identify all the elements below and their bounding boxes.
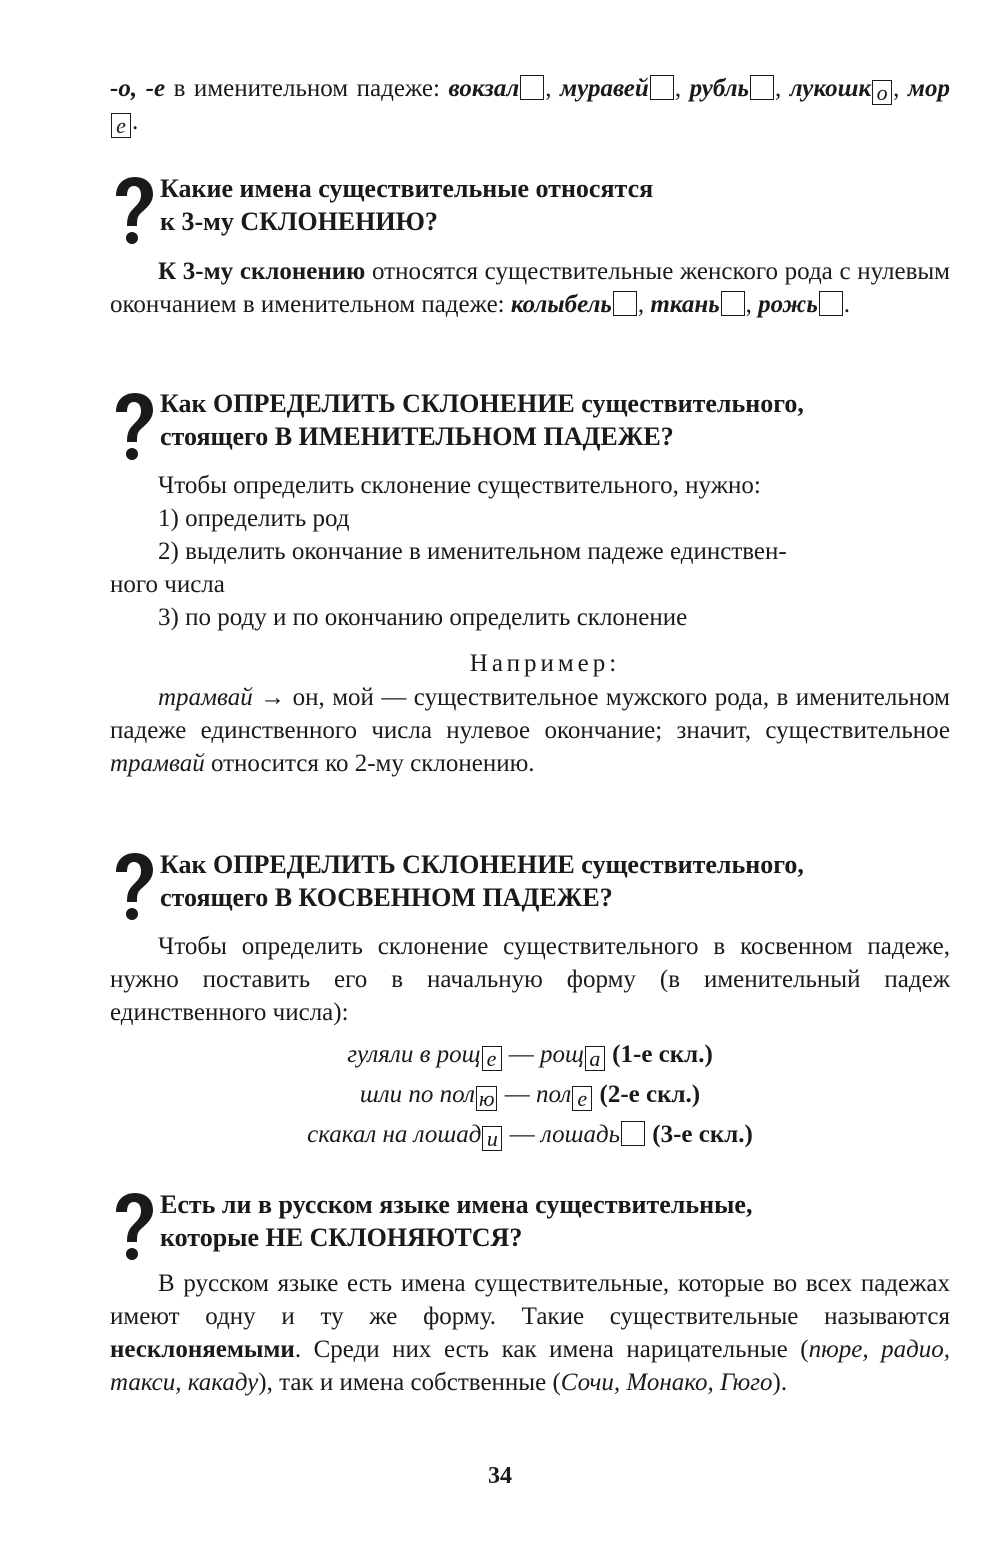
- example-word: трамвай: [110, 750, 205, 777]
- punct: ,: [674, 75, 682, 102]
- question-mark-icon: [112, 1192, 156, 1262]
- question-mark-icon: [112, 176, 156, 246]
- punct: ,: [745, 291, 752, 318]
- ending-box: [750, 75, 774, 100]
- section-paragraph: Чтобы определить склонение существительного в косвенном падеже, нужно поставить его в начальную форму (в именительный падеж единственного числа):: [110, 933, 950, 1026]
- example-word: трамвай: [158, 684, 253, 711]
- example-line: [110, 1038, 950, 1071]
- intro-paragraph: [110, 72, 950, 138]
- question-mark-icon: [112, 392, 156, 462]
- example-word: рощ: [540, 1041, 584, 1068]
- paragraph-text: → он, мой — существительное мужского рода, в именительном падеже единственного числа нулевое окончание; значит, существительное: [110, 684, 950, 744]
- example-word: вокзал: [448, 75, 520, 102]
- example-word: рубль: [689, 75, 749, 102]
- example-word: рожь: [758, 291, 818, 318]
- heading-line: Как ОПРЕДЕЛИТЬ СКЛОНЕНИЕ существительного,: [160, 389, 804, 418]
- example-label: Например:: [469, 650, 621, 677]
- declension-note: (1-е скл.): [605, 1041, 713, 1068]
- ending-box: [621, 1121, 645, 1146]
- declension-note: (3-е скл.): [646, 1121, 753, 1148]
- heading-line: которые НЕ СКЛОНЯЮТСЯ?: [160, 1223, 523, 1252]
- paragraph-text: ), так и имена собственные (: [258, 1369, 561, 1396]
- step-item: 2) выделить окончание в именительном падеже единствен-: [158, 538, 787, 565]
- punct: ,: [893, 75, 900, 102]
- heading-line: к 3-му СКЛОНЕНИЮ?: [160, 207, 438, 236]
- paragraph-text: ).: [772, 1369, 788, 1396]
- dash: —: [503, 1121, 541, 1148]
- intro-text: в именительном падеже:: [165, 75, 449, 102]
- ending-box: [520, 75, 544, 100]
- dash: —: [498, 1081, 536, 1108]
- ending-box: ю: [476, 1086, 498, 1111]
- question-mark-icon: [112, 852, 156, 922]
- example-word: мор: [907, 75, 951, 102]
- dash: —: [502, 1041, 541, 1068]
- paragraph-text: . Среди них есть как имена нарицательные (: [294, 1336, 809, 1363]
- example-word: лошадь: [540, 1121, 621, 1148]
- heading-line: Какие имена существительные относятся: [160, 174, 654, 203]
- punct: ,: [774, 75, 782, 102]
- term: несклоняемыми: [110, 1336, 295, 1363]
- heading-line: Есть ли в русском языке имена существительные,: [160, 1190, 753, 1219]
- section-heading: [160, 848, 960, 914]
- endings: -о, -е: [110, 75, 166, 102]
- example-word: гуляли в рощ: [347, 1041, 481, 1068]
- punct: ,: [545, 75, 552, 102]
- example-word: колыбель: [510, 291, 612, 318]
- example-line: [110, 1078, 950, 1111]
- example-word: ткань: [650, 291, 720, 318]
- ending-box: [613, 291, 637, 316]
- example-words: пюре, радио, такси, какаду: [110, 1336, 950, 1396]
- example-words: Сочи, Монако, Гюго: [560, 1369, 773, 1396]
- heading-line: Как ОПРЕДЕЛИТЬ СКЛОНЕНИЕ существительного,: [160, 850, 804, 879]
- example-word: лукошк: [789, 75, 872, 102]
- example-word: шли по пол: [359, 1081, 475, 1108]
- step-item-continued: ного числа: [110, 571, 225, 598]
- heading-line: стоящего В ИМЕНИТЕЛЬНОМ ПАДЕЖЕ?: [160, 422, 674, 451]
- declension-note: (2-е скл.): [593, 1081, 701, 1108]
- section-heading: [160, 172, 960, 238]
- paragraph-text: относятся существительные женского рода с нулевым окончанием в именительном падеже:: [110, 258, 951, 318]
- section-paragraph: [110, 255, 950, 321]
- paragraph-text: В русском языке есть имена существительные, которые во всех падежах имеют одну и ту же форму. Такие существительные называются: [110, 1270, 950, 1330]
- term: К 3-му склонению: [158, 258, 366, 285]
- ending-box: [650, 75, 674, 100]
- example-word: муравей: [560, 75, 649, 102]
- punct: ,: [637, 291, 645, 318]
- ending-box: а: [585, 1046, 605, 1071]
- example-line: [110, 1118, 950, 1151]
- section-heading: [160, 387, 960, 453]
- example-word: пол: [535, 1081, 572, 1108]
- ending-box: [819, 291, 843, 316]
- ending-box: е: [482, 1046, 502, 1071]
- step-intro: Чтобы определить склонение существительного, нужно:: [158, 472, 761, 499]
- page-number: 34: [488, 1463, 512, 1489]
- step-item: 1) определить род: [158, 505, 350, 532]
- ending-box: и: [482, 1126, 502, 1151]
- section-heading: [160, 1188, 960, 1254]
- ending-box: [721, 291, 745, 316]
- ending-box: о: [872, 80, 892, 105]
- section-paragraph: [110, 1267, 950, 1399]
- ending-box: е: [572, 1086, 592, 1111]
- ending-box: е: [111, 113, 131, 138]
- paragraph-text: относится ко 2-му склонению.: [204, 750, 535, 777]
- heading-line: стоящего В КОСВЕННОМ ПАДЕЖЕ?: [160, 883, 613, 912]
- example-word: скакал на лошад: [307, 1121, 482, 1148]
- punct: .: [132, 108, 139, 135]
- punct: .: [843, 291, 851, 318]
- example-paragraph: [110, 681, 950, 780]
- step-item: 3) по роду и по окончанию определить склонение: [158, 604, 688, 631]
